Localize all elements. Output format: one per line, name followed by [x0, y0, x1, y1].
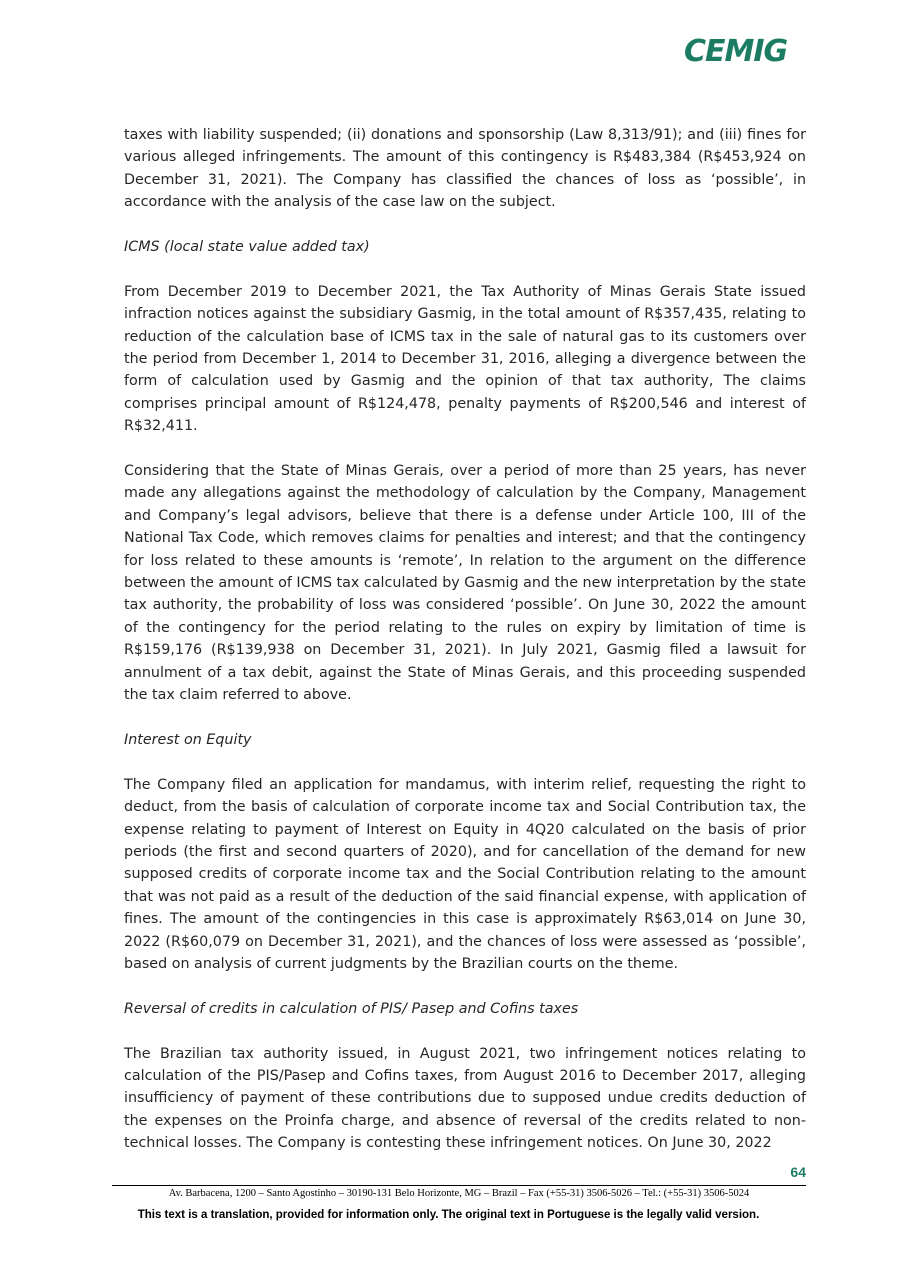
translation-disclaimer: This text is a translation, provided for information only. The original text in Portuguese is the legally valid version. — [137, 1209, 760, 1221]
document-body — [124, 124, 806, 1177]
paragraph: taxes with liability suspended; (ii) donations and sponsorship (Law 8,313/91); and (iii) fines for various alleged infringements. The amount of this contingency is R$483,384 (R$453,924 on December 31, 2021). The Company has classified the chances of loss as ‘possible’, in accordance with the analysis of the case law on the subject. — [124, 127, 806, 211]
page-number: 64 — [790, 1164, 806, 1180]
section-heading-interest-on-equity: Interest on Equity — [124, 731, 252, 748]
paragraph: Considering that the State of Minas Gerais, over a period of more than 25 years, has never made any allegations against the methodology of calculation by the Company, Management and Company’s legal advisors, believe that there is a defense under Article 100, III of the National Tax Code, which removes claims for penalties and interest; and that the contingency for loss related to these amounts is ‘remote’, In relation to the argument on the difference between the amount of ICMS tax calculated by Gasmig and the new interpretation by the state tax authority, the probability of loss was considered ‘possible’. On June 30, 2022 the amount of the contingency for the period relating to the rules on expiry by limitation of time is R$159,176 (R$139,938 on December 31, 2021). In July 2021, Gasmig filed a lawsuit for annulment of a tax debit, against the State of Minas Gerais, and this proceeding suspended the tax claim referred to above. — [124, 463, 806, 704]
paragraph: From December 2019 to December 2021, the Tax Authority of Minas Gerais State issued infraction notices against the subsidiary Gasmig, in the total amount of R$357,435, relating to reduction of the calculation base of ICMS tax in the sale of natural gas to its customers over the period from December 1, 2014 to December 31, 2016, alleging a divergence between the form of calculation used by Gasmig and the opinion of that tax authority, The claims comprises principal amount of R$124,478, penalty payments of R$200,546 and interest of R$32,411. — [124, 283, 806, 435]
footer-address: Av. Barbacena, 1200 – Santo Agostinho – 30190-131 Belo Horizonte, MG – Brazil – Fax (+55-31) 3506-5026 – Tel.: (+55-31) 3506-5024 — [168, 1188, 750, 1199]
paragraph: The Brazilian tax authority issued, in August 2021, two infringement notices relating to calculation of the PIS/Pasep and Cofins taxes, from August 2016 to December 2017, alleging insufficiency of payment of these contributions due to supposed undue credits deduction of the expenses on the Proinfa charge, and absence of reversal of the credits related to non-technical losses. The Company is contesting these infringement notices. On June 30, 2022 — [124, 1045, 806, 1152]
cemig-logo: CEMIG — [684, 34, 788, 69]
section-heading-pis-pasep-cofins: Reversal of credits in calculation of PIS/ Pasep and Cofins taxes — [124, 1000, 579, 1017]
paragraph: The Company filed an application for mandamus, with interim relief, requesting the right to deduct, from the basis of calculation of corporate income tax and Social Contribution tax, the expense relating to payment of Interest on Equity in 4Q20 calculated on the basis of prior periods (the first and second quarters of 2020), and for cancellation of the demand for new supposed credits of corporate income tax and the Social Contribution relating to the amount that was not paid as a result of the deduction of the said financial expense, with application of fines. The amount of the contingencies in this case is approximately R$63,014 on June 30, 2022 (R$60,079 on December 31, 2021), and the chances of loss were assessed as ‘possible’, based on analysis of current judgments by the Brazilian courts on the theme. — [124, 776, 806, 972]
section-heading-icms: ICMS (local state value added tax) — [124, 239, 370, 256]
footer-divider — [112, 1185, 806, 1186]
